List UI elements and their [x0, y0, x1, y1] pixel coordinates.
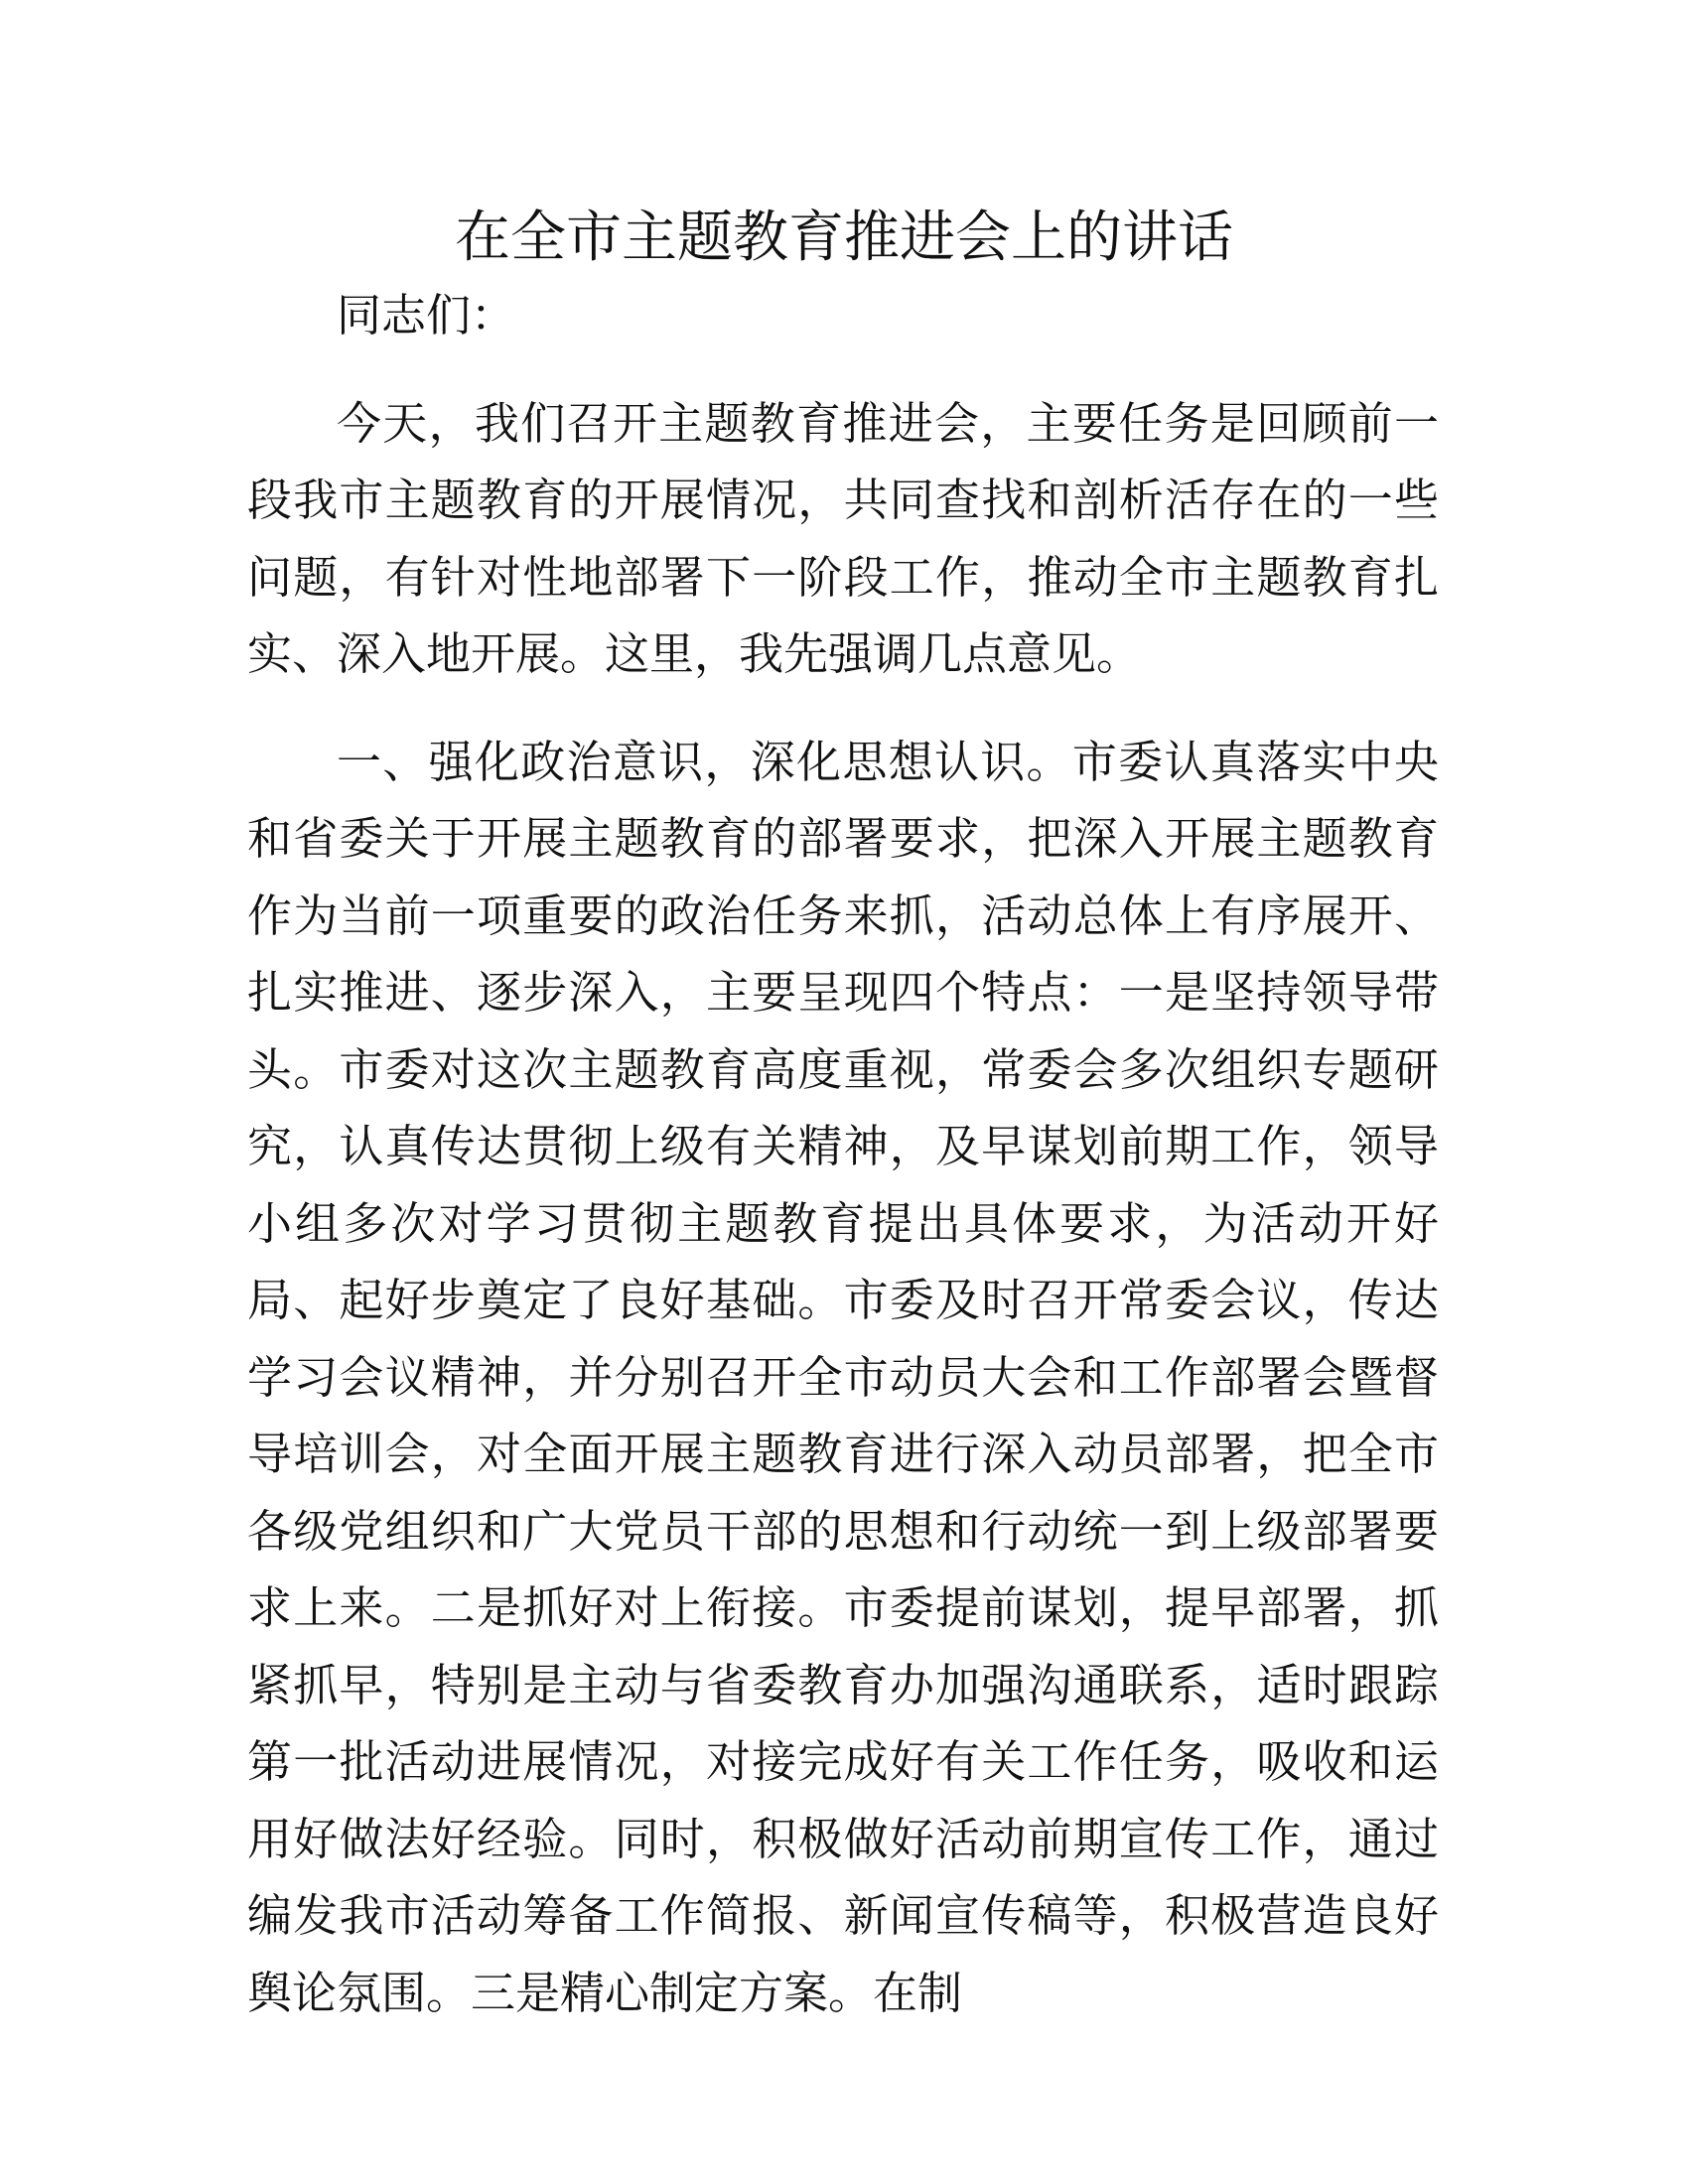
paragraph-section-one: 一、强化政治意识，深化思想认识。市委认真落实中央和省委关于开展主题教育的部署要求，把深入开展主题教育作为当前一项重要的政治任务来抓，活动总体上有序展开、扎实推进、逐步深入，主要呈现四个特点：一是坚持领导带头。市委对这次主题教育高度重视，常委会多次组织专题研究，认真传达贯彻上级有关精神，及早谋划前期工作，领导小组多次对学习贯彻主题教育提出具体要求，为活动开好局、起好步奠定了良好基础。市委及时召开常委会议，传达学习会议精神，并分别召开全市动员大会和工作部署会暨督导培训会，对全面开展主题教育进行深入动员部署，把全市各级党组织和广大党员干部的思想和行动统一到上级部署要求上来。二是抓好对上衔接。市委提前谋划，提早部署，抓紧抓早，特别是主动与省委教育办加强沟通联系，适时跟踪第一批活动进展情况，对接完成好有关工作任务，吸收和运用好做法好经验。同时，积极做好活动前期宣传工作，通过编发我市活动筹备工作简报、新闻宣传稿等，积极营造良好舆论氛围。三是精心制定方案。在制	[247, 735, 1439, 2019]
document-body	[247, 277, 1439, 2031]
salutation: 同志们：	[337, 289, 516, 341]
paragraph-intro: 今天，我们召开主题教育推进会，主要任务是回顾前一段我市主题教育的开展情况，共同查找和剖析活存在的一些问题，有针对性地部署下一阶段工作，推动全市主题教育扎实、深入地开展。这里，我先强调几点意见。	[247, 396, 1439, 680]
page-title: 在全市主题教育推进会上的讲话	[455, 205, 1233, 270]
